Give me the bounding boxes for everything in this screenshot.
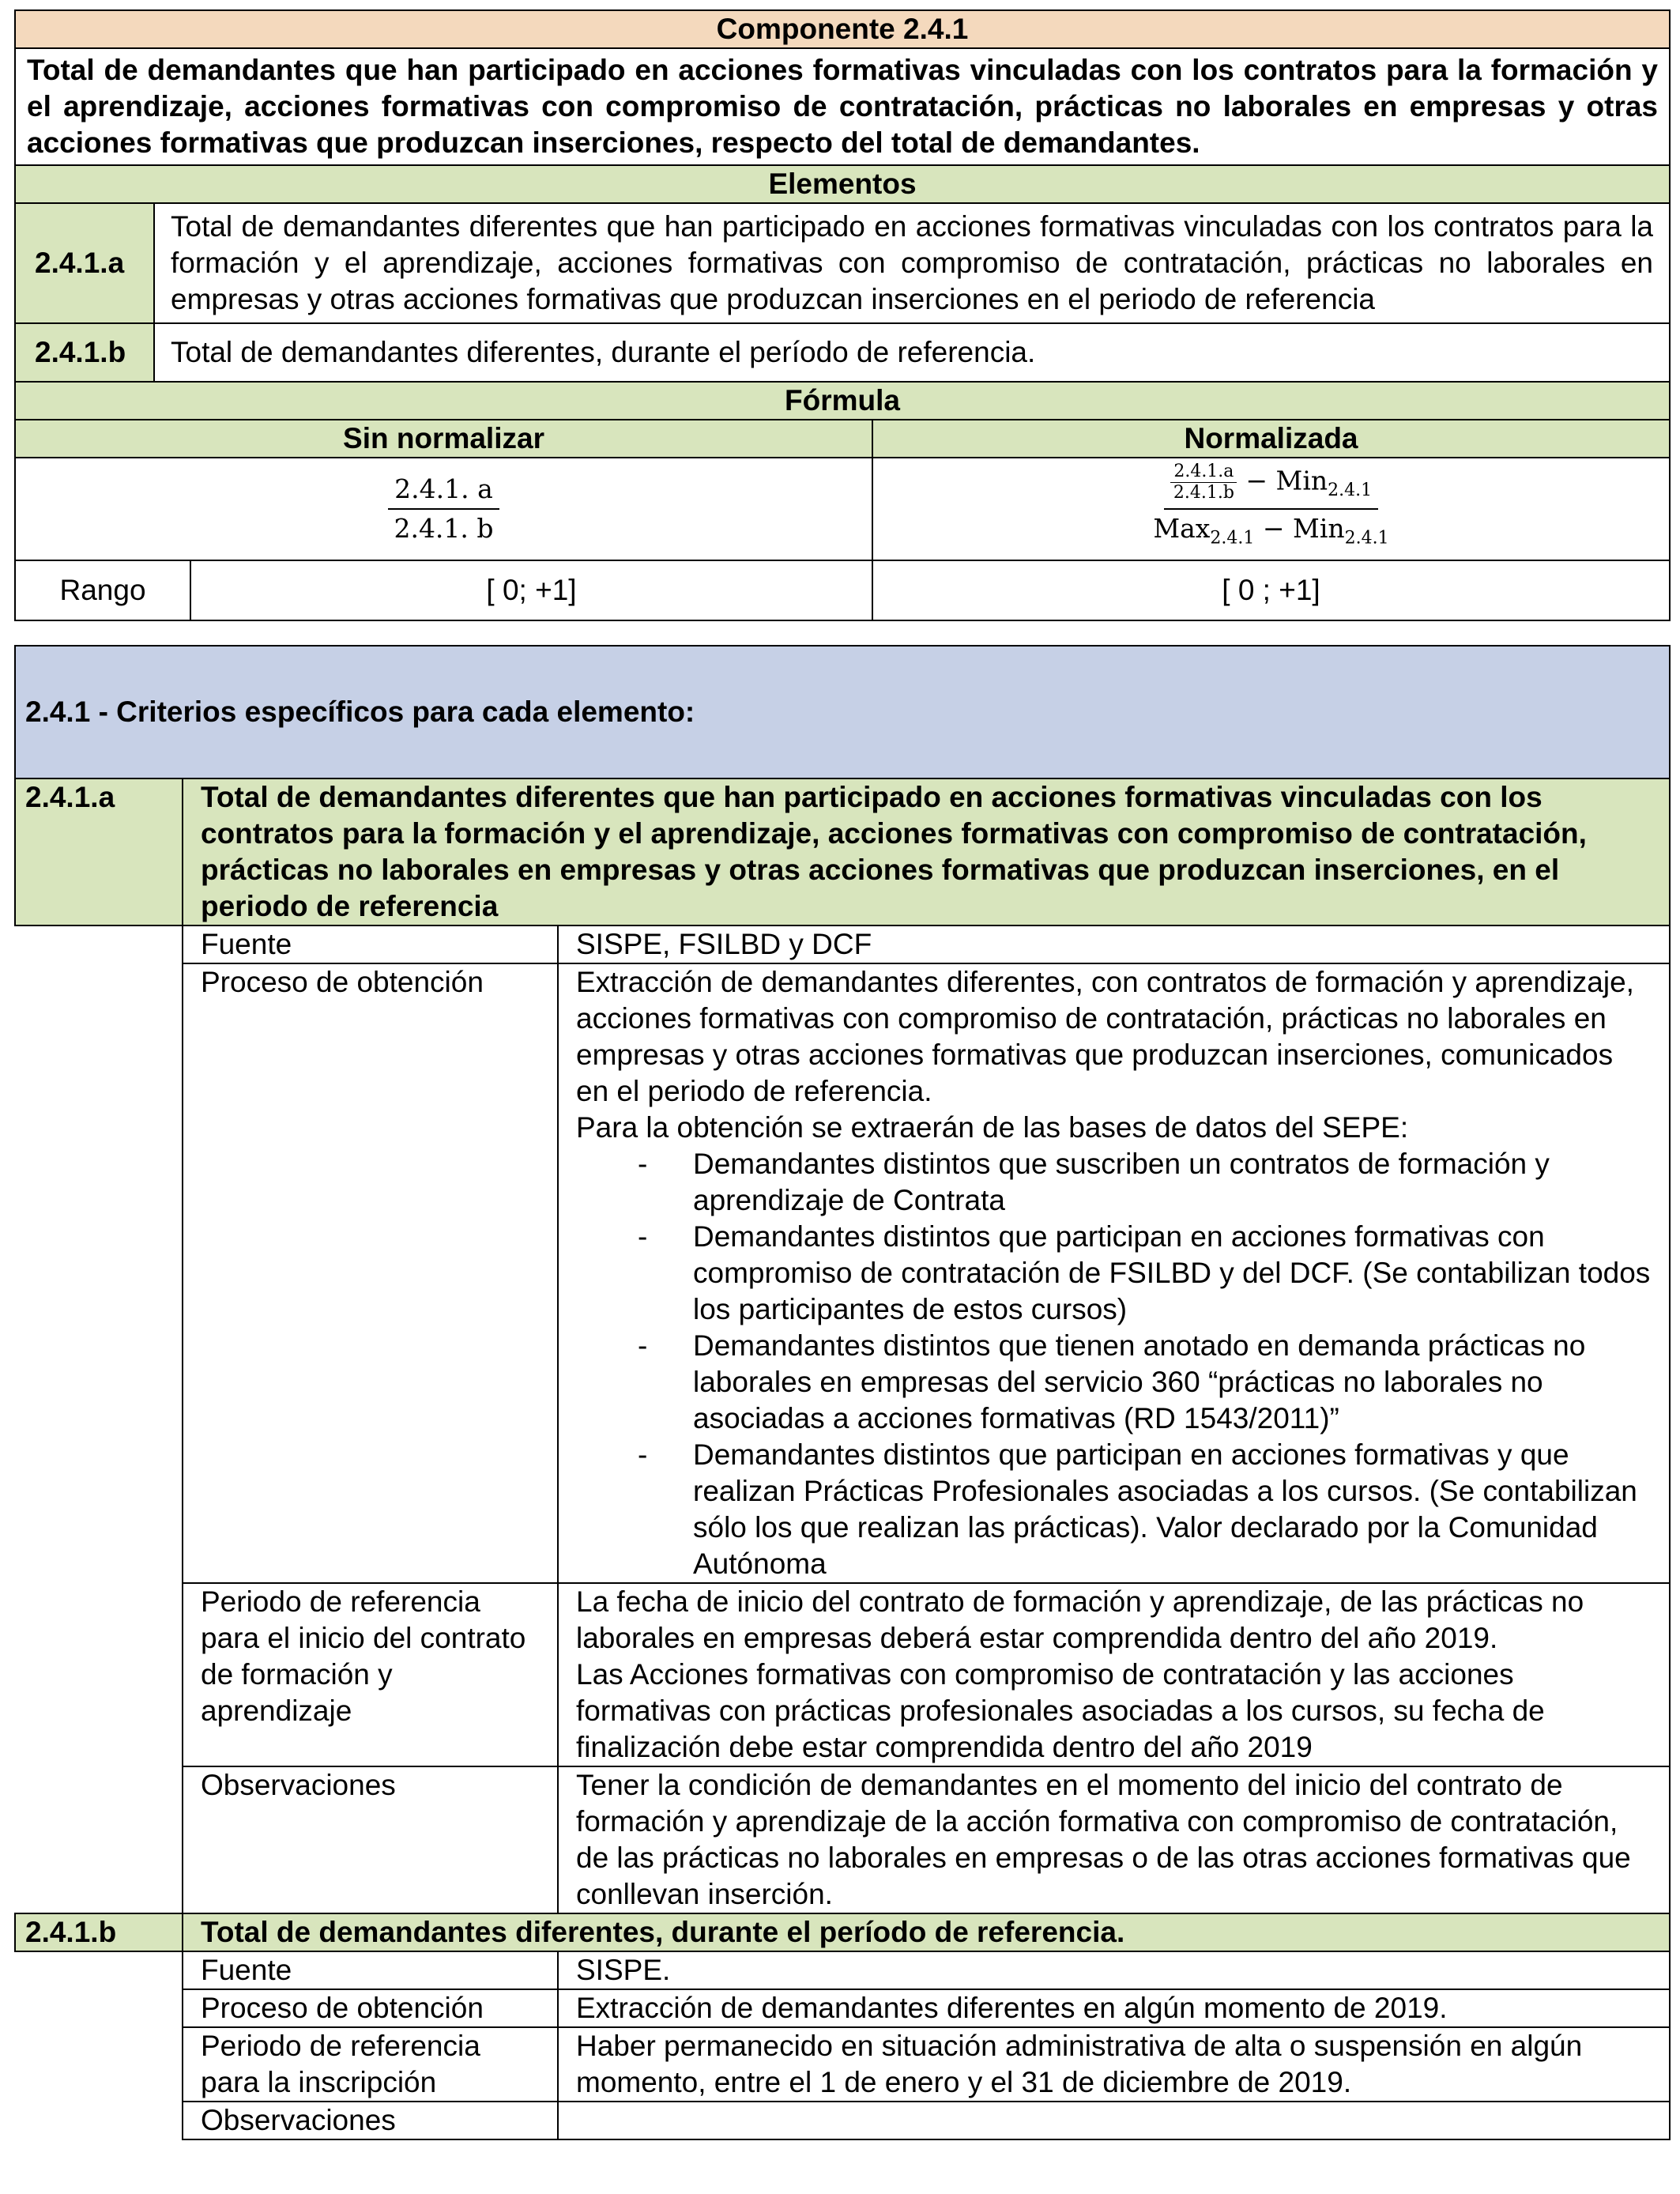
periodo-value: Haber permanecido en situación administrativa de alta o suspensión en algún momento, entre el 1 de enero y el 31 de diciembre de 2019. bbox=[558, 2027, 1670, 2102]
range-normalizada: [ 0 ; +1] bbox=[872, 560, 1670, 620]
periodo-label: Periodo de referencia para el inicio del contrato de formación y aprendizaje bbox=[183, 1583, 558, 1766]
periodo-value-1: La fecha de inicio del contrato de formación y aprendizaje, de las prácticas no laborales en empresas deberá estar comprendida dentro del año 2019. bbox=[576, 1585, 1584, 1654]
min-term: − Min bbox=[1262, 513, 1345, 545]
criteria-table bbox=[14, 645, 1671, 2140]
observaciones-value bbox=[558, 2102, 1670, 2139]
list-item: - Demandantes distintos que suscriben un contratos de formación y aprendizaje de Contrata bbox=[693, 1146, 1652, 1219]
inner-denominator: 2.4.1.b bbox=[1173, 483, 1234, 503]
minus-min: − Min bbox=[1245, 465, 1328, 496]
element-code: 2.4.1.a bbox=[15, 203, 154, 323]
component-table bbox=[14, 9, 1671, 621]
elements-header: Elementos bbox=[15, 165, 1670, 203]
criteria-title: Total de demandantes diferentes que han participado en acciones formativas vinculadas con los contratos para la formación y el aprendizaje, acciones formativas con compromiso de contratación, prácticas no laborales en empresas y otras acciones formativas que produzcan inserciones, en el periodo de referencia bbox=[183, 778, 1670, 925]
fuente-label: Fuente bbox=[183, 925, 558, 963]
list-item: - Demandantes distintos que participan en acciones formativas y que realizan Prácticas Profesionales asociadas a los cursos. (Se contabilizan sólo los que realizan las prácticas). Valor declarado por la Comunidad Autónoma bbox=[693, 1437, 1652, 1582]
criteria-code: 2.4.1.a bbox=[15, 778, 183, 925]
fraction-denominator bbox=[1147, 510, 1395, 556]
formula-header: Fórmula bbox=[15, 382, 1670, 420]
subscript: 2.4.1 bbox=[1210, 528, 1255, 548]
indent-spacer bbox=[15, 925, 183, 963]
component-title: Total de demandantes que han participado en acciones formativas vinculadas con los contratos para la formación y el aprendizaje, acciones formativas con compromiso de contratación, prácticas no laborales en empresas y otras acciones formativas que produzcan inserciones, respecto del total de demandantes. bbox=[15, 48, 1670, 165]
element-code: 2.4.1.b bbox=[15, 323, 154, 382]
indent-spacer bbox=[15, 1951, 183, 1989]
formula-normalizada bbox=[872, 458, 1670, 560]
proceso-intro-2: Para la obtención se extraerán de las bases de datos del SEPE: bbox=[576, 1110, 1409, 1144]
proceso-label: Proceso de obtención bbox=[183, 1989, 558, 2027]
fraction-denominator: 2.4.1. b bbox=[394, 512, 494, 544]
indent-spacer bbox=[15, 2027, 183, 2102]
inner-numerator: 2.4.1.a bbox=[1170, 462, 1237, 483]
fraction bbox=[387, 472, 499, 546]
fuente-label: Fuente bbox=[183, 1951, 558, 1989]
indent-spacer bbox=[15, 1766, 183, 1913]
formula-sin-normalizar bbox=[15, 458, 872, 560]
observaciones-label: Observaciones bbox=[183, 2102, 558, 2139]
proceso-list bbox=[576, 1146, 1652, 1582]
component-header: Componente 2.4.1 bbox=[15, 10, 1670, 48]
subscript: 2.4.1 bbox=[1328, 481, 1373, 501]
col-normalizada: Normalizada bbox=[872, 420, 1670, 458]
range-label: Rango bbox=[15, 560, 190, 620]
observaciones-label: Observaciones bbox=[183, 1766, 558, 1913]
proceso-intro: Extracción de demandantes diferentes, con contratos de formación y aprendizaje, acciones formativas con compromiso de contratación, prácticas no laborales en empresas y otras acciones formativas que produzcan inserciones, comunicados en el periodo de referencia. bbox=[576, 965, 1634, 1107]
periodo-label: Periodo de referencia para la inscripción bbox=[183, 2027, 558, 2102]
proceso-label: Proceso de obtención bbox=[183, 963, 558, 1583]
max-term: Max bbox=[1153, 513, 1211, 545]
fuente-value: SISPE, FSILBD y DCF bbox=[558, 925, 1670, 963]
indent-spacer bbox=[15, 1583, 183, 1766]
col-sin-normalizar: Sin normalizar bbox=[15, 420, 872, 458]
criteria-title: Total de demandantes diferentes, durante el período de referencia. bbox=[183, 1913, 1670, 1951]
list-item: - Demandantes distintos que participan en acciones formativas con compromiso de contratación de FSILBD y del DCF. (Se contabilizan todos los participantes de estos cursos) bbox=[693, 1219, 1652, 1328]
fraction bbox=[1147, 462, 1395, 556]
indent-spacer bbox=[15, 2102, 183, 2139]
observaciones-value: Tener la condición de demandantes en el momento del inicio del contrato de formación y aprendizaje de la acción formativa con compromiso de contratación, de las prácticas no laborales en empresas o de las otras acciones formativas que conllevan inserción. bbox=[558, 1766, 1670, 1913]
periodo-value-2: Las Acciones formativas con compromiso de contratación y las acciones formativas con prácticas profesionales asociadas a los cursos, su fecha de finalización debe estar comprendida dentro del año 2019 bbox=[576, 1657, 1545, 1763]
fraction-numerator bbox=[1164, 462, 1378, 510]
criteria-code: 2.4.1.b bbox=[15, 1913, 183, 1951]
indent-spacer bbox=[15, 963, 183, 1583]
inner-fraction bbox=[1170, 462, 1237, 503]
proceso-value: Extracción de demandantes diferentes en algún momento de 2019. bbox=[558, 1989, 1670, 2027]
element-description: Total de demandantes diferentes que han participado en acciones formativas vinculadas con los contratos para la formación y el aprendizaje, acciones formativas con compromiso de contratación, prácticas no laborales en empresas y otras acciones formativas que produzcan inserciones en el periodo de referencia bbox=[154, 203, 1670, 323]
subscript: 2.4.1 bbox=[1344, 528, 1389, 548]
document bbox=[14, 9, 1669, 2140]
fraction-numerator: 2.4.1. a bbox=[388, 472, 499, 510]
periodo-value bbox=[558, 1583, 1670, 1766]
fuente-value: SISPE. bbox=[558, 1951, 1670, 1989]
criteria-header: 2.4.1 - Criterios específicos para cada elemento: bbox=[15, 646, 1670, 778]
range-sin-normalizar: [ 0; +1] bbox=[190, 560, 872, 620]
list-item: - Demandantes distintos que tienen anotado en demanda prácticas no laborales en empresas del servicio 360 “prácticas no laborales no asociadas a acciones formativas (RD 1543/2011)” bbox=[693, 1328, 1652, 1437]
element-description: Total de demandantes diferentes, durante el período de referencia. bbox=[154, 323, 1670, 382]
indent-spacer bbox=[15, 1989, 183, 2027]
proceso-value bbox=[558, 963, 1670, 1583]
